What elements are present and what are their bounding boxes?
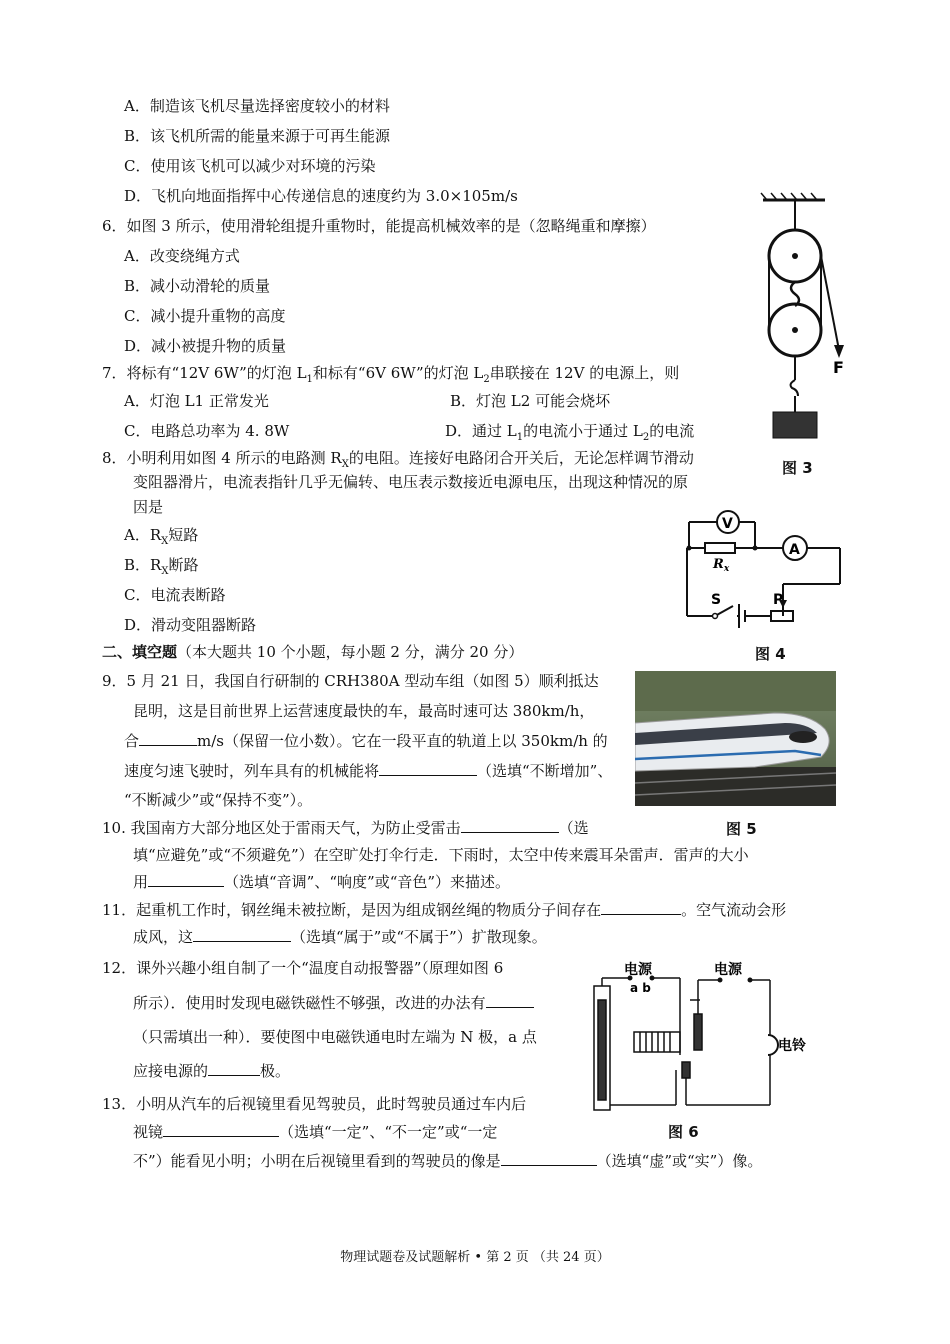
q12-line2: 所示）．使用时发现电磁铁磁性不够强，改进的办法有 <box>133 993 534 1013</box>
q8-stem-line1: 8．小明利用如图 4 所示的电路测 $R_X$的电阻。连接好电路闭合开关后，无论怎样调节滑动 <box>102 449 694 470</box>
q9-line3: 合 m/s（保留一位小数）。它在一段平直的轨道上以 350km/h 的 <box>124 732 608 750</box>
q9-line5: “不断减少”或“保持不变”）。 <box>124 791 313 809</box>
figure-6-ab-label: a b <box>630 981 651 995</box>
q7-option-c: C．电路总功率为 4. 8W <box>124 422 290 440</box>
q12-blank-2[interactable] <box>208 1061 260 1076</box>
q8-option-b: B．$R_X$断路 <box>124 556 199 577</box>
q5-option-b: B．该飞机所需的能量来源于可再生能源 <box>124 127 391 145</box>
q11-blank-2[interactable] <box>193 927 291 942</box>
figure-6-power-label-2: 电源 <box>714 962 742 978</box>
q6-option-b: B．减小动滑轮的质量 <box>124 277 271 295</box>
figure-4-caption: 图 4 <box>755 645 786 663</box>
q10-line3: 用 （选填“音调”、“响度”或“音色”）来描述。 <box>133 873 511 891</box>
q6-option-a: A．改变绕绳方式 <box>124 247 240 265</box>
q8-stem-line2: 变阻器滑片，电流表指针几乎无偏转、电压表示数接近电源电压，出现这种情况的原 <box>133 473 689 491</box>
page-footer: 物理试题卷及试题解析 • 第 2 页 （共 24 页） <box>340 1250 610 1265</box>
q9-line4: 速度匀速飞驶时，列车具有的机械能将 （选填“不断增加”、 <box>124 762 613 780</box>
q13-line2: 视镜 （选填“一定”、“不一定”或“一定 <box>133 1123 498 1141</box>
q9-blank-2[interactable] <box>379 761 477 776</box>
q12-line1: 12．课外兴趣小组自制了一个“温度自动报警器”（原理如图 6 <box>102 959 504 977</box>
q12-blank-1[interactable] <box>486 993 534 1008</box>
q11-line1: 11．起重机工作时，钢丝绳未被拉断，是因为组成钢丝绳的物质分子间存在 。空气流动会形 <box>102 901 787 919</box>
q6-option-c: C．减小提升重物的高度 <box>124 307 286 325</box>
figure-6-power-label-1: 电源 <box>624 962 652 978</box>
q8-option-c: C．电流表断路 <box>124 586 226 604</box>
figure-3-force-label: F <box>833 358 844 377</box>
q12-line3: （只需填出一种）．要使图中电磁铁通电时左端为 N 极，a 点 <box>133 1028 537 1046</box>
figure-4-resistor-label: $R_x$ <box>713 557 730 574</box>
figure-4-ammeter-label: A <box>789 542 800 558</box>
q10-line2: 填“应避免”或“不须避免”）在空旷处打伞行走．下雨时，太空中传来震耳朵雷声．雷声的大小 <box>133 846 749 864</box>
q11-line2: 成风，这 （选填“属于”或“不属于”）扩散现象。 <box>133 928 547 946</box>
q8-stem-line3: 因是 <box>133 498 164 516</box>
q9-blank-1[interactable] <box>139 731 197 746</box>
figure-3-pulley-diagram <box>755 190 855 445</box>
figure-5-caption: 图 5 <box>726 820 757 838</box>
q9-line2: 昆明，这是目前世界上运营速度最快的车，最高时速可达 380km/h， <box>133 702 595 720</box>
q8-option-a: A．$R_X$短路 <box>124 526 199 547</box>
figure-3-caption: 图 3 <box>782 459 813 477</box>
figure-4-circuit-diagram <box>675 504 850 634</box>
q7-option-a: A．灯泡 L1 正常发光 <box>124 392 269 410</box>
figure-6-caption: 图 6 <box>668 1123 699 1141</box>
section-heading: 二、填空题（本大题共 10 个小题，每小题 2 分，满分 20 分） <box>102 643 524 661</box>
q8-option-d: D．滑动变阻器断路 <box>124 616 257 634</box>
figure-4-switch-label: S <box>711 592 722 608</box>
q13-line3: 不”）能看见小明；小明在后视镜里看到的驾驶员的像是 （选填“虚”或“实”）像。 <box>133 1152 763 1170</box>
q13-blank-2[interactable] <box>501 1151 597 1166</box>
q12-line4: 应接电源的 极。 <box>133 1062 291 1080</box>
figure-4-voltmeter-label: V <box>722 516 733 532</box>
q13-line1: 13．小明从汽车的后视镜里看见驾驶员，此时驾驶员通过车内后 <box>102 1095 527 1113</box>
figure-6-alarm-diagram <box>590 960 840 1120</box>
q5-option-c: C．使用该飞机可以减少对环境的污染 <box>124 157 376 175</box>
figure-5-train-photo <box>635 671 836 806</box>
q9-line1: 9．5 月 21 日，我国自行研制的 CRH380A 型动车组（如图 5）顺利抵达 <box>102 672 599 690</box>
figure-4-rheostat-label: P <box>773 592 784 608</box>
q7-option-b: B．灯泡 L2 可能会烧坏 <box>450 392 611 410</box>
q10-blank-1[interactable] <box>461 818 559 833</box>
q6-stem: 6．如图 3 所示，使用滑轮组提升重物时，能提高机械效率的是（忽略绳重和摩擦） <box>102 217 656 235</box>
q5-option-a: A．制造该飞机尽量选择密度较小的材料 <box>124 97 390 115</box>
q11-blank-1[interactable] <box>601 900 681 915</box>
q13-blank-1[interactable] <box>163 1122 279 1137</box>
figure-6-bell-label: 电铃 <box>778 1038 806 1054</box>
q5-option-d: D．飞机向地面指挥中心传递信息的速度约为 3.0×105m/s <box>124 187 518 205</box>
q6-option-d: D．减小被提升物的质量 <box>124 337 287 355</box>
q10-blank-2[interactable] <box>148 872 224 887</box>
q7-stem: 7．将标有“12V 6W”的灯泡 $L_1$和标有“6V 6W”的灯泡 $L_2$串联接在 12V 的电源上，则 <box>102 364 680 385</box>
q10-line1: 10. 我国南方大部分地区处于雷雨天气，为防止受雷击 （选 <box>102 819 589 837</box>
q7-option-d: D．通过 $L_1$的电流小于通过 $L_2$的电流 <box>445 422 695 443</box>
